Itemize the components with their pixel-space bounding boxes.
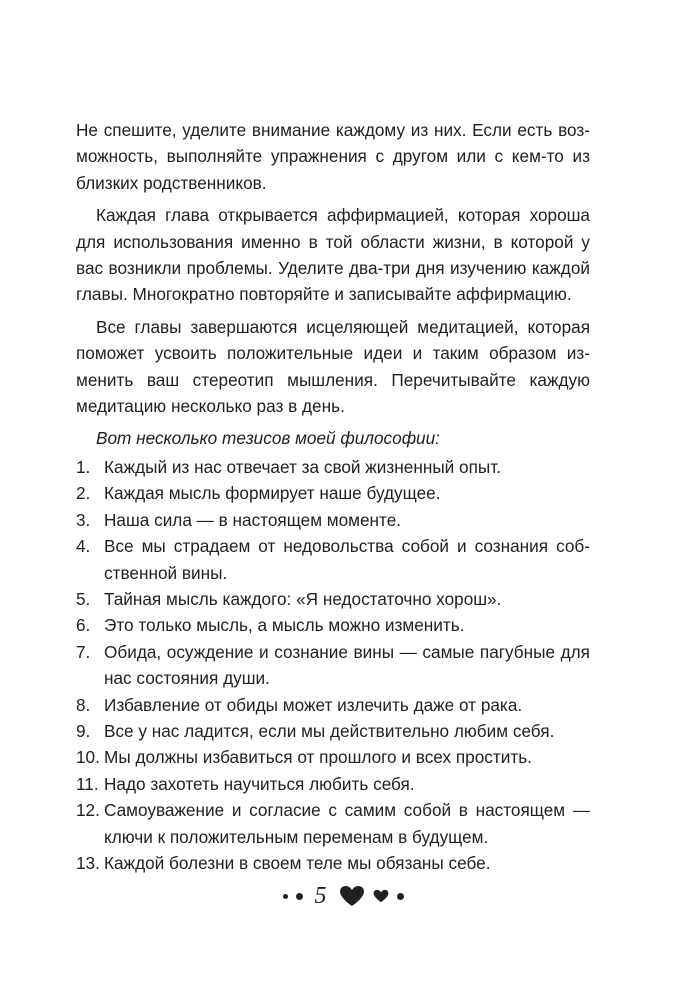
list-item-number: 4.: [76, 536, 91, 557]
list-item: [76, 744, 590, 770]
page-number: 5: [314, 883, 327, 909]
list-item: [76, 797, 590, 850]
list-item-number: 12.: [76, 800, 100, 821]
dot-icon: [296, 893, 303, 900]
list-item: [76, 692, 590, 718]
list-item: [76, 718, 590, 744]
dot-icon: [397, 893, 404, 900]
list-item-text: Каждой болезни в своем теле мы обязаны себе.: [104, 852, 491, 873]
list-item-text: Тайная мысль каждого: «Я недостаточно хорош».: [104, 588, 502, 609]
list-item-text: Избавление от обиды может излечить даже от рака.: [104, 694, 523, 715]
heart-icon: [373, 889, 389, 903]
list-item-number: 1.: [76, 456, 91, 477]
list-item-text: Надо захотеть научиться любить себя.: [104, 773, 415, 794]
list-item-text: Обида, осуждение и сознание вины — самые пагубные для нас состояния души.: [104, 641, 590, 689]
list-item-text: Это только мысль, а мысль можно изменить.: [104, 615, 465, 636]
list-item-number: 7.: [76, 641, 91, 662]
paragraph-2: Каждая глава открывается аффирмацией, которая хороша для использования именно в той области жизни, в которой у вас возникли проблемы. Уделите два-три дня изучению каждой главы. Многократно повторяйте и записывайте аффирмацию.: [76, 205, 590, 305]
theses-list: [76, 454, 590, 877]
list-item-text: Каждая мысль формирует наше будущее.: [104, 483, 441, 504]
list-item-text: Все у нас ладится, если мы действительно любим себя.: [104, 720, 555, 741]
list-item: [76, 480, 590, 506]
list-item-text: Все мы страдаем от недовольства собой и сознания собственной вины.: [104, 536, 590, 583]
list-item-number: 13.: [76, 852, 100, 873]
page-footer: [0, 884, 686, 908]
list-item-number: 5.: [76, 588, 91, 609]
list-item-text: Каждый из нас отвечает за свой жизненный опыт.: [104, 456, 502, 477]
list-item: [76, 533, 590, 586]
list-item-number: 10.: [76, 747, 100, 768]
list-item-number: 8.: [76, 694, 91, 715]
theses-intro: Вот несколько тезисов моей философии:: [96, 428, 440, 449]
list-item: [76, 507, 590, 533]
paragraph-1: Не спешите, уделите внимание каждому из них. Если есть возможность, выполняйте упражнения с другом или с кем-то из близких родственников.: [76, 120, 590, 193]
list-item: [76, 850, 590, 876]
list-item-number: 6.: [76, 615, 91, 636]
list-item-number: 3.: [76, 509, 91, 530]
list-item-text: Самоуважение и согласие с самим собой в настоящем — ключи к положительным переменам в будущем.: [104, 800, 590, 847]
heart-icon: [339, 885, 365, 907]
list-item-number: 2.: [76, 483, 91, 504]
list-item: [76, 612, 590, 638]
dot-icon: [283, 894, 288, 899]
paragraph-3: Все главы завершаются исцеляющей медитацией, которая поможет усвоить положительные идеи и таким образом изменить ваш стереотип мышления. Перечитывайте каждую медитацию несколько раз в день.: [76, 316, 590, 417]
page-body: [76, 117, 590, 876]
list-item-text: Наша сила — в настоящем моменте.: [104, 509, 402, 530]
list-item: [76, 454, 590, 480]
list-item-text: Мы должны избавиться от прошлого и всех простить.: [104, 747, 532, 768]
list-item: [76, 639, 590, 692]
list-item-number: 9.: [76, 720, 91, 741]
list-item: [76, 586, 590, 612]
list-item: [76, 771, 590, 797]
list-item-number: 11.: [76, 773, 99, 794]
